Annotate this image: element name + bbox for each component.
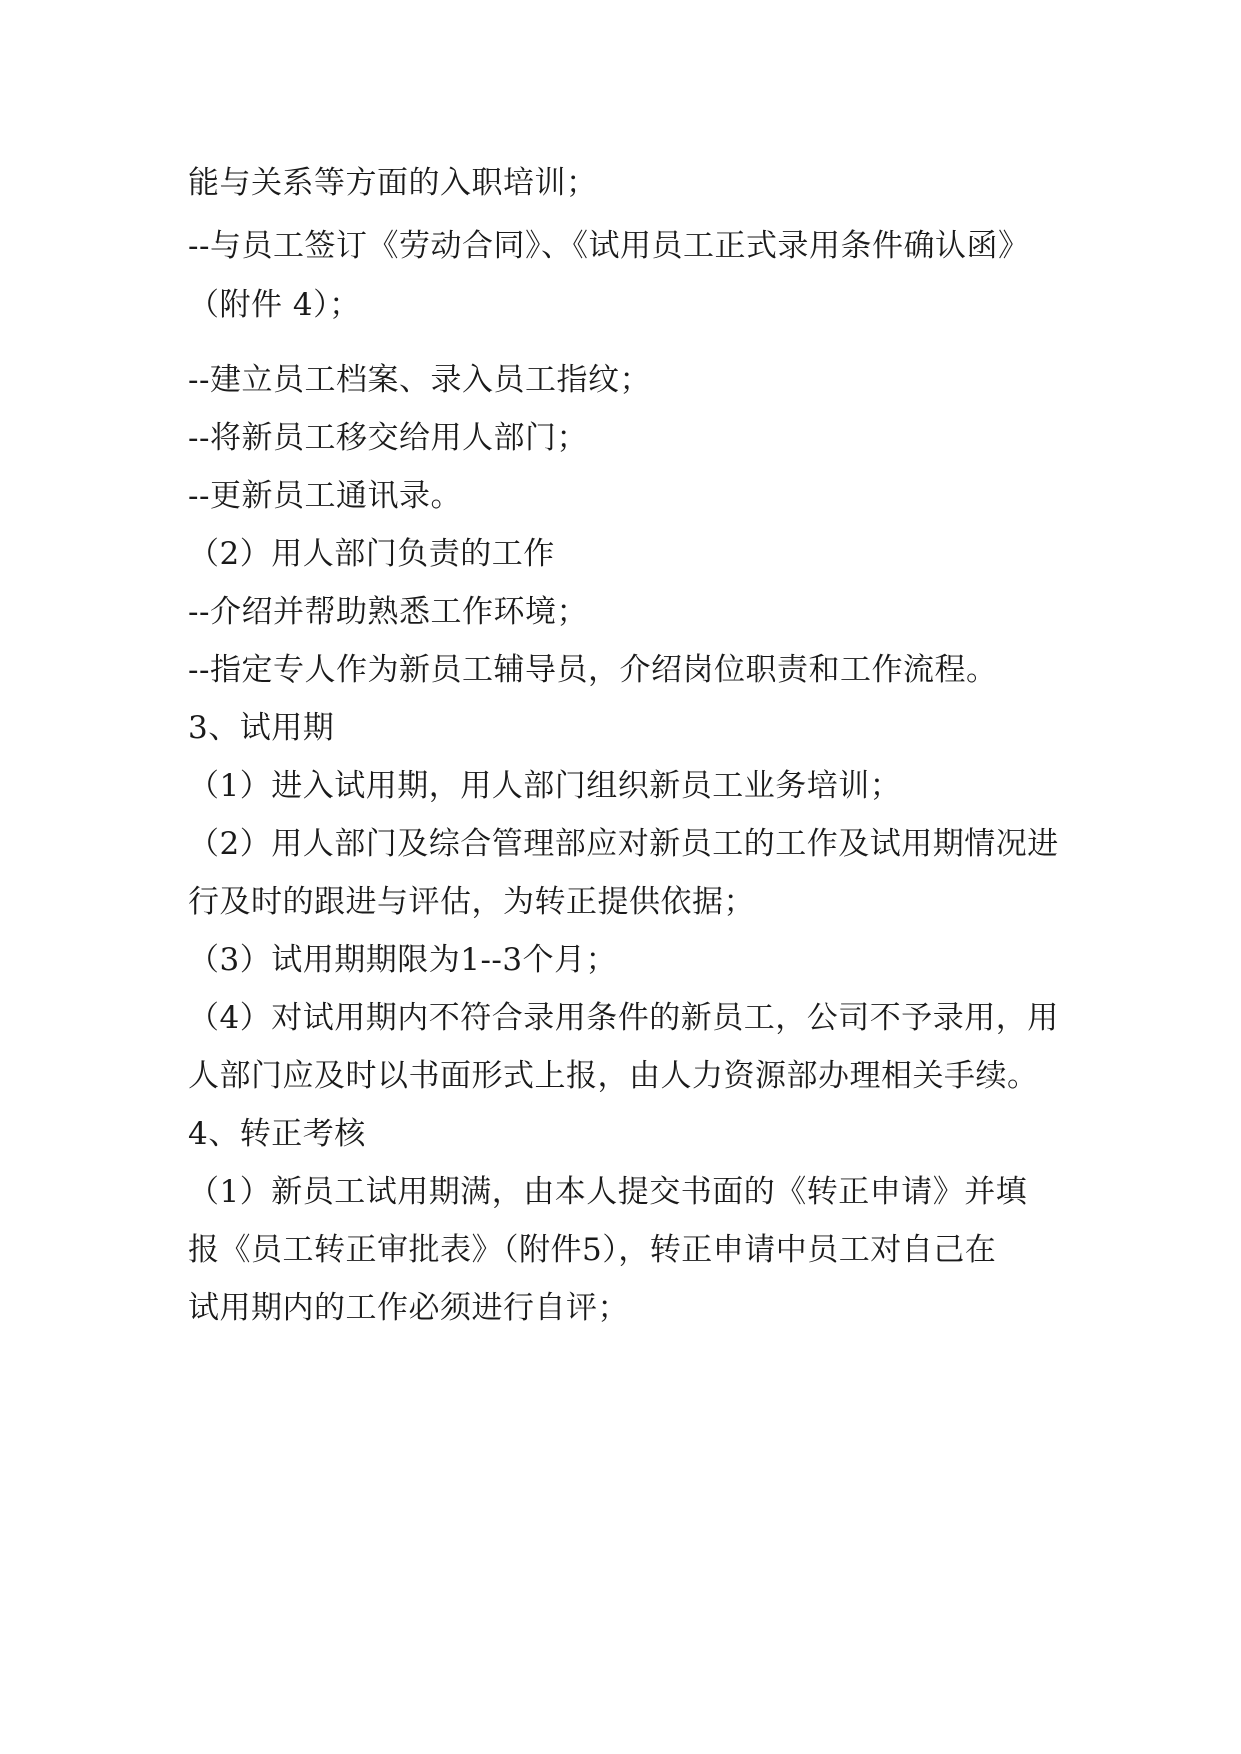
text-line: 行及时的跟进与评估，为转正提供依据； (188, 884, 755, 920)
text-line: --建立员工档案、录入员工指纹； (188, 362, 651, 398)
text-line: 人部门应及时以书面形式上报，由人力资源部办理相关手续。 (188, 1058, 1039, 1094)
text-line: --介绍并帮助熟悉工作环境； (188, 594, 588, 630)
section-heading: 4、转正考核 (188, 1116, 366, 1152)
text-line: 报《员工转正审批表》（附件5），转正申请中员工对自己在 (188, 1232, 997, 1268)
section-heading: 3、试用期 (188, 710, 335, 746)
text-line: --更新员工通讯录。 (188, 478, 462, 514)
text-line: （附件 4）； (188, 287, 361, 323)
text-line: （4）对试用期内不符合录用条件的新员工，公司不予录用，用 (188, 1000, 1059, 1036)
text-line: （3）试用期期限为1--3个月； (188, 942, 618, 978)
text-line: --与员工签订《劳动合同》、《试用员工正式录用条件确认函》 (188, 228, 1030, 264)
text-line: （1）新员工试用期满，由本人提交书面的《转正申请》并填 (188, 1174, 1028, 1210)
text-line: --指定专人作为新员工辅导员，介绍岗位职责和工作流程。 (188, 652, 998, 688)
text-line: （2）用人部门及综合管理部应对新员工的工作及试用期情况进 (188, 826, 1059, 862)
text-line: 能与关系等方面的入职培训； (188, 165, 598, 201)
text-line: --将新员工移交给用人部门； (188, 420, 588, 456)
text-line: 试用期内的工作必须进行自评； (188, 1290, 629, 1326)
section-subheading: （2）用人部门负责的工作 (188, 536, 555, 572)
text-line: （1）进入试用期，用人部门组织新员工业务培训； (188, 768, 902, 804)
